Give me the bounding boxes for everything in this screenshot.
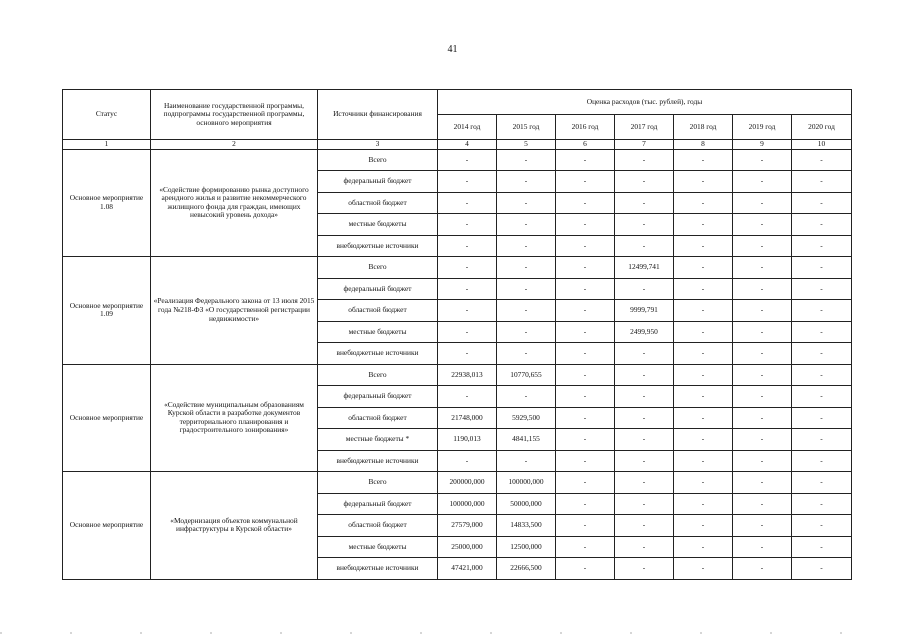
amount-cell: - — [733, 558, 792, 580]
amount-cell: - — [438, 450, 497, 472]
budget-table — [62, 89, 852, 580]
amount-cell: - — [615, 343, 674, 365]
amount-cell: - — [497, 192, 556, 214]
amount-cell: - — [733, 343, 792, 365]
amount-cell: 12499,741 — [615, 257, 674, 279]
column-number: 1 — [63, 140, 151, 150]
amount-cell: - — [556, 386, 615, 408]
amount-cell: - — [615, 386, 674, 408]
funding-source-cell: Всего — [318, 472, 438, 494]
funding-source-cell: федеральный бюджет — [318, 171, 438, 193]
status-cell: Основное мероприятие — [63, 364, 151, 472]
amount-cell: - — [733, 149, 792, 171]
amount-cell: 25000,000 — [438, 536, 497, 558]
amount-cell: - — [792, 235, 852, 257]
amount-cell: - — [674, 300, 733, 322]
amount-cell: - — [792, 343, 852, 365]
amount-cell: - — [438, 300, 497, 322]
amount-cell: 9999,791 — [615, 300, 674, 322]
amount-cell: - — [733, 472, 792, 494]
page-number: 41 — [447, 44, 458, 55]
amount-cell: 12500,000 — [497, 536, 556, 558]
funding-source-cell: внебюджетные источники — [318, 235, 438, 257]
amount-cell: - — [792, 429, 852, 451]
amount-cell: - — [733, 407, 792, 429]
amount-cell: - — [733, 171, 792, 193]
amount-cell: 14833,500 — [497, 515, 556, 537]
header-program-name: Наименование государственной программы, подпрограммы государственной программы, основного мероприятия — [151, 90, 318, 140]
funding-source-cell: областной бюджет — [318, 300, 438, 322]
amount-cell: - — [674, 192, 733, 214]
amount-cell: 4841,155 — [497, 429, 556, 451]
column-number: 4 — [438, 140, 497, 150]
amount-cell: - — [674, 558, 733, 580]
funding-source-cell: внебюджетные источники — [318, 450, 438, 472]
amount-cell: - — [733, 386, 792, 408]
amount-cell: - — [733, 300, 792, 322]
amount-cell: - — [556, 450, 615, 472]
column-number: 6 — [556, 140, 615, 150]
amount-cell: - — [792, 300, 852, 322]
funding-source-cell: местные бюджеты — [318, 321, 438, 343]
amount-cell: 27579,000 — [438, 515, 497, 537]
amount-cell: - — [792, 493, 852, 515]
amount-cell: - — [733, 192, 792, 214]
amount-cell: - — [497, 235, 556, 257]
amount-cell: 100000,000 — [438, 493, 497, 515]
amount-cell: - — [733, 493, 792, 515]
amount-cell: - — [556, 300, 615, 322]
header-year: 2015 год — [497, 115, 556, 140]
funding-source-cell: федеральный бюджет — [318, 493, 438, 515]
amount-cell: - — [438, 149, 497, 171]
status-cell: Основное мероприятие 1.09 — [63, 257, 151, 365]
measure-name-cell: «Реализация Федерального закона от 13 июля 2015 года №218-ФЗ «О государственной регистрации недвижимости» — [151, 257, 318, 365]
status-cell: Основное мероприятие 1.08 — [63, 149, 151, 257]
amount-cell: - — [556, 429, 615, 451]
amount-cell: - — [556, 472, 615, 494]
funding-source-cell: федеральный бюджет — [318, 278, 438, 300]
table-row — [63, 257, 852, 279]
amount-cell: - — [674, 343, 733, 365]
amount-cell: 100000,000 — [497, 472, 556, 494]
amount-cell: - — [674, 235, 733, 257]
table-body — [63, 149, 852, 579]
amount-cell: - — [674, 214, 733, 236]
funding-source-cell: местные бюджеты * — [318, 429, 438, 451]
amount-cell: - — [497, 149, 556, 171]
amount-cell: - — [733, 429, 792, 451]
amount-cell: - — [497, 450, 556, 472]
funding-source-cell: внебюджетные источники — [318, 343, 438, 365]
amount-cell: - — [792, 386, 852, 408]
header-year: 2019 год — [733, 115, 792, 140]
amount-cell: - — [733, 235, 792, 257]
amount-cell: - — [556, 235, 615, 257]
amount-cell: - — [615, 493, 674, 515]
amount-cell: - — [792, 450, 852, 472]
amount-cell: - — [792, 472, 852, 494]
amount-cell: - — [438, 192, 497, 214]
amount-cell: - — [497, 386, 556, 408]
header-status: Статус — [63, 90, 151, 140]
header-year: 2020 год — [792, 115, 852, 140]
amount-cell: - — [615, 214, 674, 236]
funding-source-cell: Всего — [318, 257, 438, 279]
amount-cell: - — [792, 214, 852, 236]
amount-cell: - — [733, 278, 792, 300]
amount-cell: - — [556, 149, 615, 171]
amount-cell: - — [615, 429, 674, 451]
amount-cell: - — [733, 257, 792, 279]
amount-cell: - — [438, 171, 497, 193]
amount-cell: - — [438, 214, 497, 236]
amount-cell: - — [497, 214, 556, 236]
amount-cell: - — [792, 321, 852, 343]
column-number: 9 — [733, 140, 792, 150]
amount-cell: - — [556, 364, 615, 386]
amount-cell: - — [615, 149, 674, 171]
amount-cell: - — [674, 149, 733, 171]
amount-cell: - — [556, 536, 615, 558]
amount-cell: - — [438, 343, 497, 365]
funding-source-cell: областной бюджет — [318, 407, 438, 429]
amount-cell: - — [497, 321, 556, 343]
amount-cell: 200000,000 — [438, 472, 497, 494]
amount-cell: - — [556, 321, 615, 343]
table-row — [63, 472, 852, 494]
header-estimate: Оценка расходов (тыс. рублей), годы — [438, 90, 852, 115]
measure-name-cell: «Содействие муниципальным образованиям Курской области в разработке документов территориального планирования и градостроительного зонирования» — [151, 364, 318, 472]
column-number: 7 — [615, 140, 674, 150]
amount-cell: - — [615, 278, 674, 300]
amount-cell: 47421,000 — [438, 558, 497, 580]
amount-cell: 2499,950 — [615, 321, 674, 343]
amount-cell: - — [615, 192, 674, 214]
header-funding-sources: Источники финансирования — [318, 90, 438, 140]
amount-cell: 10770,655 — [497, 364, 556, 386]
measure-name-cell: «Содействие формированию рынка доступного арендного жилья и развитие некоммерческого жилищного фонда для граждан, имеющих невысокий уровень дохода» — [151, 149, 318, 257]
amount-cell: - — [438, 235, 497, 257]
amount-cell: - — [733, 214, 792, 236]
amount-cell: - — [792, 149, 852, 171]
amount-cell: - — [615, 171, 674, 193]
amount-cell: - — [438, 257, 497, 279]
amount-cell: - — [556, 278, 615, 300]
amount-cell: - — [674, 429, 733, 451]
amount-cell: - — [438, 278, 497, 300]
amount-cell: - — [674, 321, 733, 343]
amount-cell: - — [733, 450, 792, 472]
funding-source-cell: федеральный бюджет — [318, 386, 438, 408]
amount-cell: - — [556, 192, 615, 214]
amount-cell: - — [556, 407, 615, 429]
amount-cell: - — [733, 536, 792, 558]
column-number: 8 — [674, 140, 733, 150]
amount-cell: - — [438, 386, 497, 408]
amount-cell: - — [733, 321, 792, 343]
amount-cell: - — [556, 171, 615, 193]
amount-cell: - — [497, 300, 556, 322]
amount-cell: - — [615, 515, 674, 537]
amount-cell: - — [792, 192, 852, 214]
amount-cell: - — [556, 515, 615, 537]
amount-cell: - — [497, 278, 556, 300]
amount-cell: - — [674, 257, 733, 279]
amount-cell: - — [733, 515, 792, 537]
column-number: 5 — [497, 140, 556, 150]
amount-cell: - — [438, 321, 497, 343]
amount-cell: - — [556, 558, 615, 580]
funding-source-cell: внебюджетные источники — [318, 558, 438, 580]
amount-cell: - — [674, 278, 733, 300]
amount-cell: - — [615, 235, 674, 257]
column-number: 10 — [792, 140, 852, 150]
amount-cell: - — [792, 558, 852, 580]
status-cell: Основное мероприятие — [63, 472, 151, 580]
amount-cell: 21748,000 — [438, 407, 497, 429]
amount-cell: - — [792, 257, 852, 279]
amount-cell: - — [792, 278, 852, 300]
funding-source-cell: областной бюджет — [318, 192, 438, 214]
amount-cell: - — [674, 407, 733, 429]
amount-cell: - — [674, 536, 733, 558]
funding-source-cell: Всего — [318, 364, 438, 386]
funding-source-cell: Всего — [318, 149, 438, 171]
amount-cell: 50000,000 — [497, 493, 556, 515]
amount-cell: 22666,500 — [497, 558, 556, 580]
column-number: 3 — [318, 140, 438, 150]
amount-cell: - — [792, 364, 852, 386]
funding-source-cell: областной бюджет — [318, 515, 438, 537]
amount-cell: - — [674, 171, 733, 193]
amount-cell: - — [615, 450, 674, 472]
amount-cell: - — [556, 493, 615, 515]
amount-cell: - — [497, 171, 556, 193]
amount-cell: - — [497, 343, 556, 365]
amount-cell: - — [674, 472, 733, 494]
funding-source-cell: местные бюджеты — [318, 536, 438, 558]
funding-source-cell: местные бюджеты — [318, 214, 438, 236]
table-row — [63, 149, 852, 171]
amount-cell: - — [556, 343, 615, 365]
amount-cell: - — [674, 364, 733, 386]
amount-cell: 1190,013 — [438, 429, 497, 451]
amount-cell: - — [615, 407, 674, 429]
header-year: 2016 год — [556, 115, 615, 140]
table-row — [63, 364, 852, 386]
amount-cell: - — [497, 257, 556, 279]
amount-cell: 22938,013 — [438, 364, 497, 386]
column-number: 2 — [151, 140, 318, 150]
measure-name-cell: «Модернизация объектов коммунальной инфраструктуры в Курской области» — [151, 472, 318, 580]
amount-cell: - — [674, 386, 733, 408]
amount-cell: - — [792, 171, 852, 193]
amount-cell: - — [556, 214, 615, 236]
header-year: 2017 год — [615, 115, 674, 140]
amount-cell: - — [674, 515, 733, 537]
header-year: 2014 год — [438, 115, 497, 140]
amount-cell: - — [615, 364, 674, 386]
scan-edge-artifact — [0, 632, 905, 634]
amount-cell: - — [615, 558, 674, 580]
amount-cell: - — [674, 450, 733, 472]
amount-cell: - — [792, 515, 852, 537]
amount-cell: - — [615, 536, 674, 558]
amount-cell: - — [792, 536, 852, 558]
amount-cell: - — [792, 407, 852, 429]
amount-cell: - — [733, 364, 792, 386]
amount-cell: 5929,500 — [497, 407, 556, 429]
amount-cell: - — [556, 257, 615, 279]
amount-cell: - — [615, 472, 674, 494]
header-year: 2018 год — [674, 115, 733, 140]
amount-cell: - — [674, 493, 733, 515]
